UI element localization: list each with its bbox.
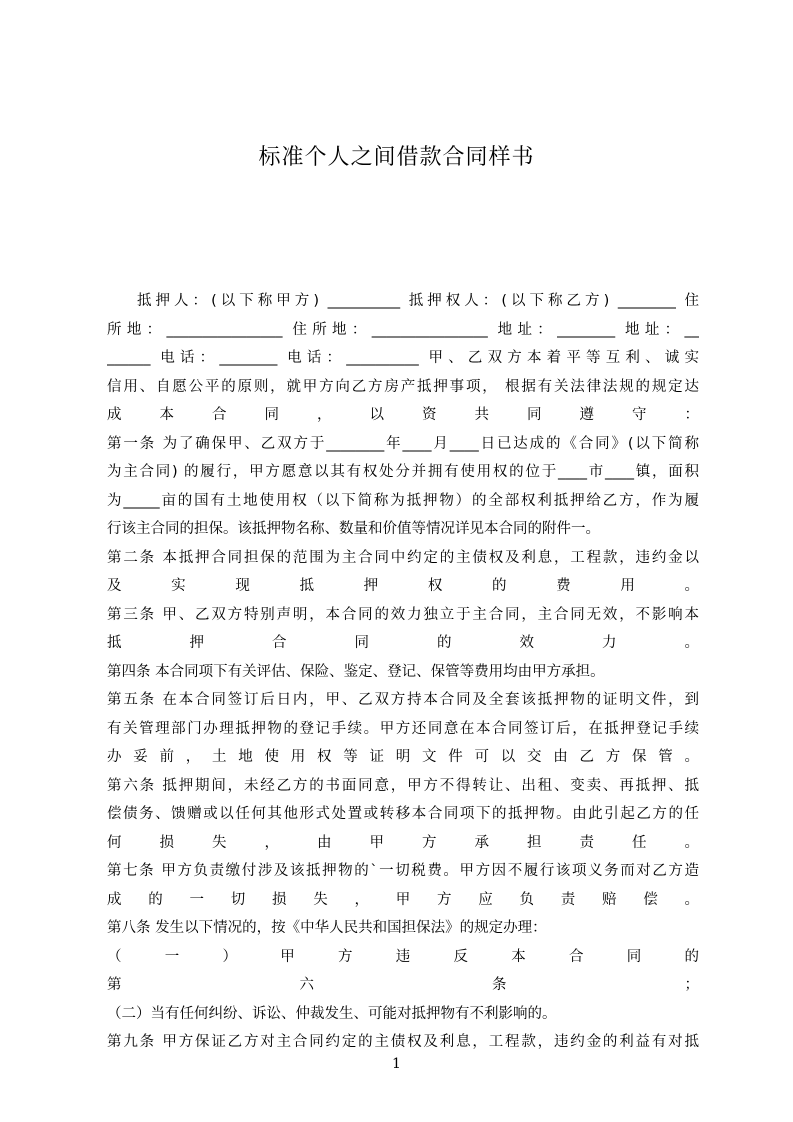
text-line: 为主合同) 的履行，甲方愿意以其有权处分并拥有使用权的位于____市____镇，面积 bbox=[107, 464, 699, 480]
text-line: 办 妥 前 ， 土 地 使 用 权 等 证 明 文 件 可 以 交 由 乙 方 保 管 。 bbox=[107, 749, 699, 765]
article-1: 第一条 为了确保甲、乙双方于________年____月____日已达成的《合同》(以下简称 bbox=[107, 435, 699, 452]
article-8: 第八条 发生以下情况的，按《中华人民共和国担保法》的规定办理： bbox=[107, 920, 547, 936]
text-line: 成 本 合 同 ， 以 资 共 同 遵 守 ： bbox=[107, 407, 699, 423]
text-line: 何 损 失 ， 由 甲 方 承 担 责 任 。 bbox=[107, 834, 699, 851]
article-2: 第二条 本抵押合同担保的范围为主合同中约定的主债权及利息，工程款，违约金以 bbox=[107, 549, 699, 566]
text-line: 所地：________________ 住所地：________________ 地址：________ 地址：__ bbox=[107, 321, 699, 338]
article-4: 第四条 本合同项下有关评估、保险、鉴定、登记、保管等费用均由甲方承担。 bbox=[107, 663, 605, 680]
text-line: 成 的 一 切 损 失 ， 甲 方 应 负 责 赔 偿 。 bbox=[107, 891, 699, 908]
text-line: 及 实 现 抵 押 权 的 费 用 。 bbox=[107, 578, 699, 594]
article-7: 第七条 甲方负责缴付涉及该抵押物的`一切税费。甲方因不履行该项义务而对乙方造 bbox=[107, 863, 699, 879]
text-line: 行该主合同的担保。该抵押物名称、数量和价值等情况详见本合同的附件一。 bbox=[107, 521, 600, 537]
text-line: 抵 押 合 同 的 效 力 。 bbox=[107, 635, 699, 651]
document-body bbox=[107, 287, 699, 1057]
text-line: 有关管理部门办理抵押物的登记手续。甲方还同意在本合同签订后，在抵押登记手续 bbox=[107, 720, 699, 737]
page-number: 1 bbox=[392, 1056, 401, 1072]
text-line: （二）当有任何纠纷、诉讼、仲裁发生、可能对抵押物有不利影响的。 bbox=[107, 1005, 557, 1022]
text-line: （ 一 ） 甲 方 违 反 本 合 同 的 bbox=[107, 948, 699, 965]
text-line: 信用、自愿公平的原则，就甲方向乙方房产抵押事项， 根据有关法律法规的规定达 bbox=[107, 378, 699, 395]
article-6: 第六条 抵押期间，未经乙方的书面同意，甲方不得转让、出租、变卖、再抵押、抵 bbox=[107, 777, 699, 794]
text-line: 第 六 条 ； bbox=[107, 977, 699, 993]
document-title: 标准个人之间借款合同样书 bbox=[258, 145, 535, 170]
text-line: 抵押人：(以下称甲方) __________ 抵押权人：(以下称乙方) ________ 住 bbox=[137, 293, 699, 309]
article-9: 第九条 甲方保证乙方对主合同约定的主债权及利息，工程款，违约金的利益有对抵 bbox=[107, 1034, 699, 1050]
text-line: ______ 电话：________ 电话：__________ 甲、乙双方本着平等互利、诚实 bbox=[107, 350, 699, 366]
article-3: 第三条 甲、乙双方特别声明，本合同的效力独立于主合同，主合同无效，不影响本 bbox=[107, 606, 699, 623]
article-5: 第五条 在本合同签订后日内，甲、乙双方持本合同及全套该抵押物的证明文件，到 bbox=[107, 692, 699, 708]
text-line: 为_____亩的国有土地使用权（以下简称为抵押物）的全部权利抵押给乙方，作为履 bbox=[107, 492, 699, 509]
text-line: 偿债务、馈赠或以任何其他形式处置或转移本合同项下的抵押物。由此引起乙方的任 bbox=[107, 806, 699, 822]
